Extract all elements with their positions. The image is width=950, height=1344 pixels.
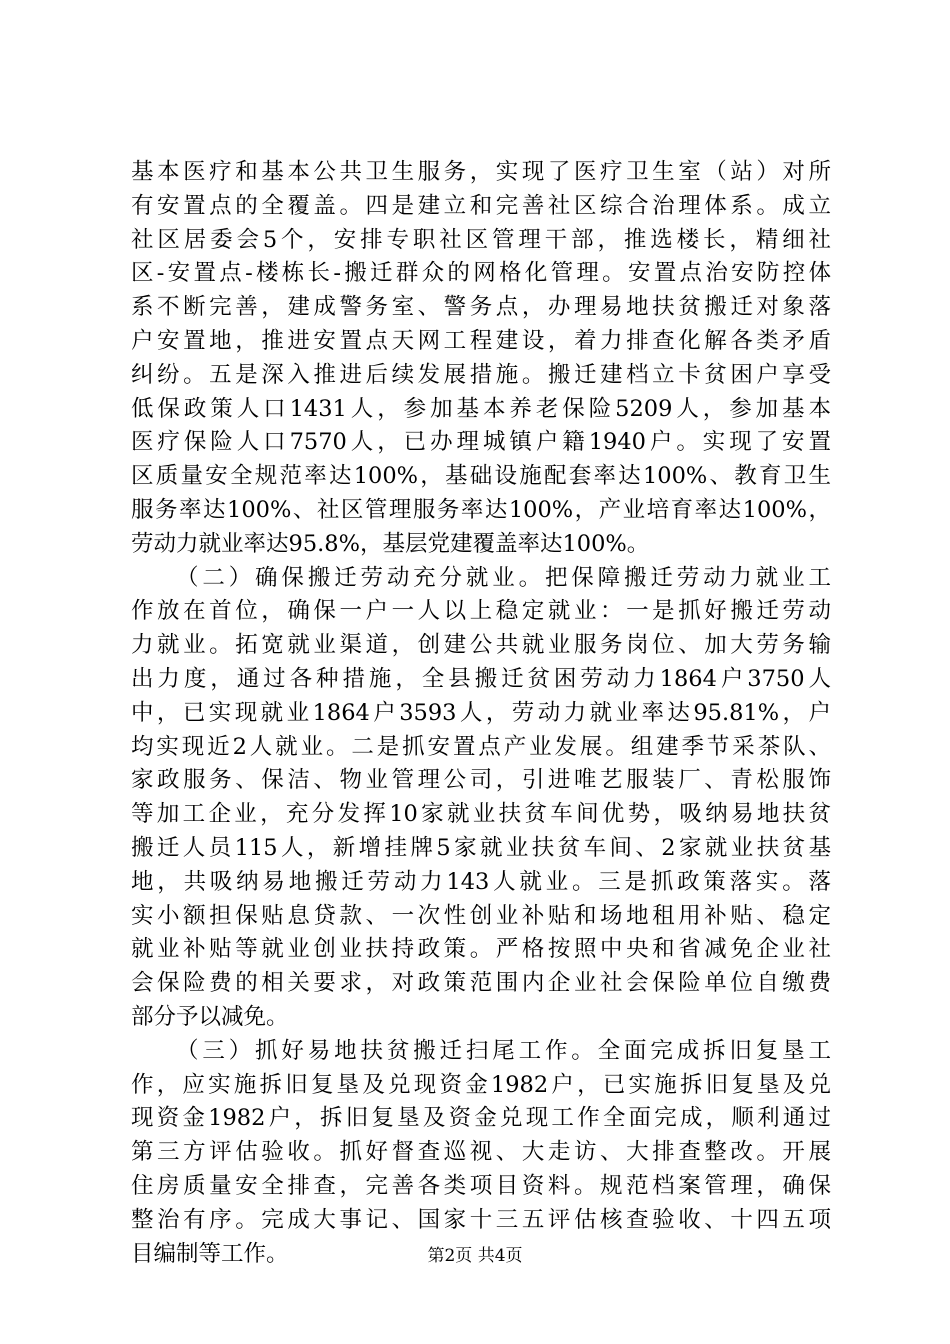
text-line: 实小额担保贴息贷款、一次性创业补贴和场地租用补贴、稳定 [131,902,831,929]
text-line: 会保险费的相关要求，对政策范围内企业社会保险单位自缴费 [131,970,831,997]
text-line: （二）确保搬迁劳动充分就业。把保障搬迁劳动力就业工 [176,564,831,591]
text-line: 户安置地，推进安置点天网工程建设，着力排查化解各类矛盾 [131,327,831,354]
text-line: 作，应实施拆旧复垦及兑现资金1982户，已实施拆旧复垦及兑 [131,1071,831,1098]
text-line: 作放在首位，确保一户一人以上稳定就业：一是抓好搬迁劳动 [131,598,831,625]
text-line: 地，共吸纳易地搬迁劳动力143人就业。三是抓政策落实。落 [131,868,831,895]
text-line: 现资金1982户，拆旧复垦及资金兑现工作全面完成，顺利通过 [131,1105,831,1132]
text-line: 出力度，通过各种措施，全县搬迁贫困劳动力1864户3750人 [131,665,831,692]
text-line: 部分予以减免。 [131,1003,289,1030]
text-line: （三）抓好易地扶贫搬迁扫尾工作。全面完成拆旧复垦工 [176,1037,831,1064]
text-line: 搬迁人员115人，新增挂牌5家就业扶贫车间、2家就业扶贫基 [131,834,831,861]
text-line: 医疗保险人口7570人，已办理城镇户籍1940户。实现了安置 [131,429,831,456]
text-line: 区质量安全规范率达100%，基础设施配套率达100%、教育卫生 [131,463,831,490]
page-footer: 第2页 共4页 [427,1246,523,1266]
text-line: 劳动力就业率达95.8%，基层党建覆盖率达100%。 [131,530,650,557]
text-line: 整治有序。完成大事记、国家十三五评估核查验收、十四五项 [131,1206,831,1233]
text-line: 社区居委会5个，安排专职社区管理干部，推选楼长，精细社 [131,226,831,253]
text-line: 就业补贴等就业创业扶持政策。严格按照中央和省减免企业社 [131,936,831,963]
text-line: 系不断完善，建成警务室、警务点，办理易地扶贫搬迁对象落 [131,294,831,321]
body-text [131,156,831,1271]
text-line: 中，已实现就业1864户3593人，劳动力就业率达95.81%，户 [131,699,831,726]
text-line: 力就业。拓宽就业渠道，创建公共就业服务岗位、加大劳务输 [131,632,831,659]
text-line: 有安置点的全覆盖。四是建立和完善社区综合治理体系。成立 [131,192,831,219]
text-line: 服务率达100%、社区管理服务率达100%，产业培育率达100%， [131,496,831,523]
text-line: 等加工企业，充分发挥10家就业扶贫车间优势，吸纳易地扶贫 [131,801,831,828]
text-line: 低保政策人口1431人，参加基本养老保险5209人，参加基本 [131,395,831,422]
text-line: 目编制等工作。 [131,1240,289,1267]
text-line: 纠纷。五是深入推进后续发展措施。搬迁建档立卡贫困户享受 [131,361,831,388]
text-line: 住房质量安全排查，完善各类项目资料。规范档案管理，确保 [131,1172,831,1199]
text-line: 家政服务、保洁、物业管理公司，引进唯艺服装厂、青松服饰 [131,767,831,794]
text-line: 区-安置点-楼栋长-搬迁群众的网格化管理。安置点治安防控体 [131,260,831,287]
text-line: 基本医疗和基本公共卫生服务，实现了医疗卫生室（站）对所 [131,159,831,185]
text-line: 均实现近2人就业。二是抓安置点产业发展。组建季节采茶队、 [131,733,831,760]
text-line: 第三方评估验收。抓好督查巡视、大走访、大排查整改。开展 [131,1139,831,1166]
